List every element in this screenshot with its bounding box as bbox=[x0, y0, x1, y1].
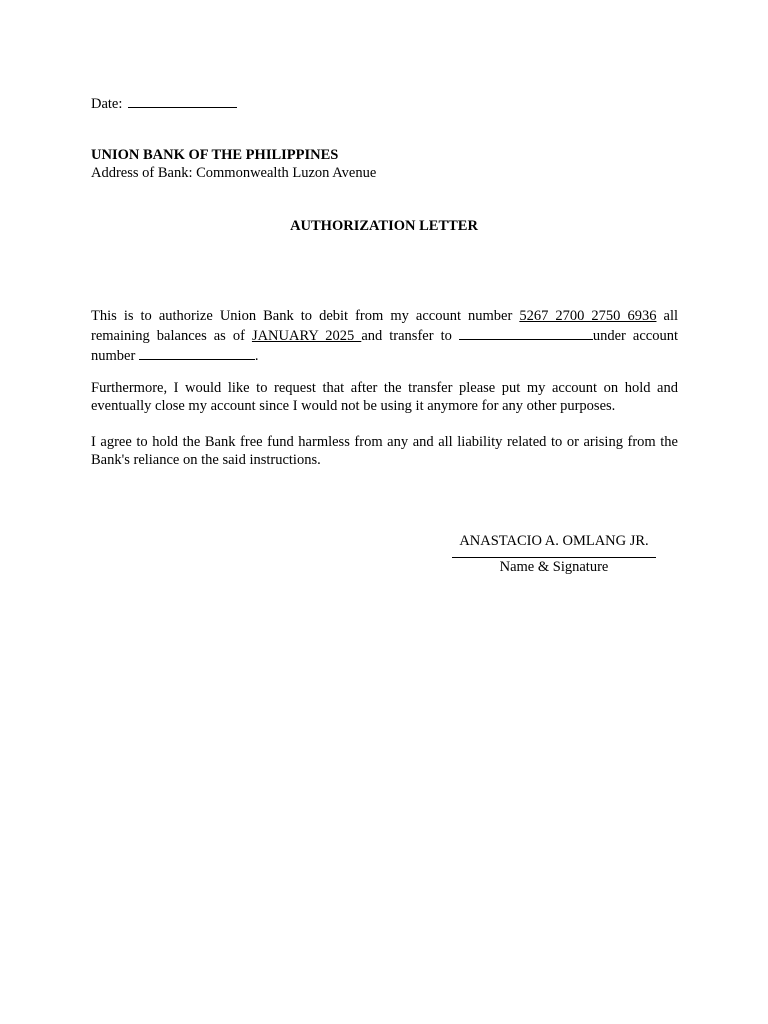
paragraph1-text-e: . bbox=[254, 348, 259, 364]
letter-title: AUTHORIZATION LETTER bbox=[290, 218, 478, 234]
bank-name: UNION BANK OF THE PHILIPPINES bbox=[91, 147, 339, 163]
account-number: 5267 2700 2750 6936 bbox=[519, 308, 657, 324]
date-label: Date: bbox=[91, 96, 123, 112]
paragraph1-text-b: all remaining balances as of bbox=[91, 308, 678, 344]
paragraph1-text-a: This is to authorize Union Bank to debit from my account number bbox=[91, 308, 520, 324]
date-line bbox=[91, 93, 237, 113]
transfer-to-blank bbox=[459, 325, 593, 340]
bank-address: Address of Bank: Commonwealth Luzon Avenue bbox=[91, 165, 377, 181]
paragraph1-text-d: under account number bbox=[91, 328, 678, 364]
destination-account-blank bbox=[139, 345, 255, 360]
date-blank bbox=[128, 93, 237, 108]
paragraph1-text-c: and transfer to bbox=[361, 328, 459, 344]
paragraph-hold-request: Furthermore, I would like to request that after the transfer please put my account on hold and eventually close my account since I would not be using it anymore for any other purposes. bbox=[91, 380, 678, 414]
as-of-date: JANUARY 2025 bbox=[251, 328, 362, 344]
signature-caption: Name & Signature bbox=[499, 559, 609, 575]
signatory-name: ANASTACIO A. OMLANG JR. bbox=[459, 533, 649, 549]
paragraph-liability: I agree to hold the Bank free fund harmless from any and all liability related to or arising from the Bank's reliance on the said instructions. bbox=[91, 434, 678, 468]
paragraph-authorization bbox=[91, 307, 678, 365]
